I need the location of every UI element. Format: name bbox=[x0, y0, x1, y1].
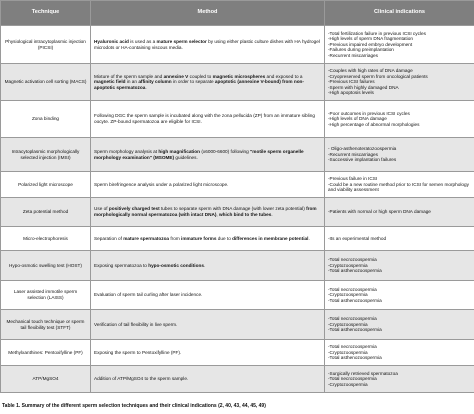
clinical-indication-item: -Failures during preimplantation bbox=[328, 47, 394, 53]
method-cell: Sperm birefringence analysis under a polarized light microscope. bbox=[91, 172, 325, 198]
clinical-indication-item: -Total asthenozoospermia bbox=[328, 355, 382, 361]
clinical-indication-item: -Total asthenozoospermia bbox=[328, 268, 382, 274]
clinical-indication-item: -High percentage of abnormal morphologies bbox=[328, 121, 420, 127]
method-cell: Exposing the sperm to Pentoxifylline (PF). bbox=[91, 340, 325, 366]
table-row bbox=[1, 227, 474, 251]
clinical-indication-item: -Cryptozoospermia bbox=[328, 349, 368, 355]
header-technique: Technique bbox=[1, 1, 91, 26]
clinical-indication-item: -Total fertilization failure in previous ICSI cycles bbox=[328, 30, 426, 36]
clinical-indication-item: -Poor outcomes in previous ICSI cycles bbox=[328, 110, 410, 116]
clinical-indication-item: - Oligo-asthenoteratozoospermia bbox=[328, 146, 397, 152]
clinical-indications-cell bbox=[325, 138, 474, 172]
table-row bbox=[1, 310, 474, 340]
technique-cell: Methylxanthines: Pentoxifylline (PF) bbox=[1, 340, 91, 366]
technique-cell: Zeta potential method bbox=[1, 198, 91, 227]
clinical-indication-item: -Surgically retrieved spermatozoa bbox=[328, 370, 398, 376]
clinical-indications-cell bbox=[325, 198, 474, 227]
technique-cell: Zona binding bbox=[1, 101, 91, 138]
table-row bbox=[1, 340, 474, 366]
method-cell: Addition of ATP/MgSO4 to the sperm sample. bbox=[91, 366, 325, 393]
clinical-indication-item: -High levels of DNA damage bbox=[328, 116, 387, 122]
clinical-indication-item: -Total necrozoospermia bbox=[328, 344, 377, 350]
clinical-indication-item: -High levels of sperm DNA fragmentation bbox=[328, 36, 413, 42]
clinical-indication-item: -Total asthenozoospermia bbox=[328, 327, 382, 333]
method-cell: Sperm morphology analysis at high magnification (x6000-6600) following "motile sperm organelle morphology examination" (MSOME) guidelines. bbox=[91, 138, 325, 172]
table-row bbox=[1, 251, 474, 281]
clinical-indication-item: -Patients with normal or high sperm DNA damage bbox=[328, 209, 431, 215]
method-cell: Following DGC the sperm sample is incubated along with the zona pellucida (ZP) from an immature sibling oocyte. ZP-bound spermatozoa are eligible for ICSI. bbox=[91, 101, 325, 138]
clinical-indication-item: -Previous failure in ICSI bbox=[328, 176, 378, 182]
header-method: Method bbox=[91, 1, 325, 26]
technique-cell: Hypo-osmotic swelling test (HOST) bbox=[1, 251, 91, 281]
clinical-indication-item: -Successive implantation failures bbox=[328, 157, 397, 163]
method-cell: Exposing spermatozoa to hypo-osmotic conditions. bbox=[91, 251, 325, 281]
clinical-indications-cell bbox=[325, 101, 474, 138]
clinical-indication-item: -Cryptozoospermia bbox=[328, 292, 368, 298]
method-cell: Evaluation of sperm tail curling after laser incidence. bbox=[91, 281, 325, 310]
technique-cell: Micro-electrophoresis bbox=[1, 227, 91, 251]
clinical-indication-item: -Total necrozoospermia bbox=[328, 257, 377, 263]
clinical-indications-cell bbox=[325, 340, 474, 366]
clinical-indication-item: -Its an experimental method bbox=[328, 235, 387, 241]
clinical-indications-cell bbox=[325, 64, 474, 101]
method-cell: Hyaluronic acid is used as a mature sperm selector by using either plastic culture dishes with HA hydrogel microdots or HA-containing viscous media. bbox=[91, 26, 325, 64]
method-cell: Separation of mature spermatozoa from immature forms due to differences in membrane potential. bbox=[91, 227, 325, 251]
clinical-indication-item: -High apoptosis levels bbox=[328, 90, 374, 96]
clinical-indication-item: -Recurrent miscarriages bbox=[328, 52, 379, 58]
table-row bbox=[1, 138, 474, 172]
technique-cell: ATP/MgSO4 bbox=[1, 366, 91, 393]
method-cell: Use of positively charged test tubes to separate sperm with DNA damage (with lower zeta potential) from morphologically normal spermatozoa (with intact DNA), which bind to the tubes. bbox=[91, 198, 325, 227]
method-cell: Verification of tail flexibility in live sperm. bbox=[91, 310, 325, 340]
clinical-indication-item: -Cryptozoospermia bbox=[328, 262, 368, 268]
table-row bbox=[1, 26, 474, 64]
clinical-indication-item: -Previous impaired embryo development bbox=[328, 41, 413, 47]
table-row bbox=[1, 281, 474, 310]
technique-cell: Intracytoplasmic morphologically selected injection (IMSI) bbox=[1, 138, 91, 172]
technique-cell: Polarized light microscope bbox=[1, 172, 91, 198]
clinical-indication-item: -Total asthenozoospermia bbox=[328, 297, 382, 303]
clinical-indication-item: -Cryptozoospermia bbox=[328, 381, 368, 387]
clinical-indications-cell bbox=[325, 366, 474, 393]
table-row bbox=[1, 101, 474, 138]
technique-cell: Mechanical touch technique or sperm tail flexibility test (STFT) bbox=[1, 310, 91, 340]
clinical-indications-cell bbox=[325, 281, 474, 310]
clinical-indications-cell bbox=[325, 310, 474, 340]
clinical-indication-item: -Cryptozoospermia bbox=[328, 321, 368, 327]
clinical-indications-cell bbox=[325, 227, 474, 251]
clinical-indication-item: -Total necrozoospermia bbox=[328, 316, 377, 322]
table-row bbox=[1, 64, 474, 101]
table-row bbox=[1, 366, 474, 393]
table-row bbox=[1, 172, 474, 198]
technique-cell: Magnetic activation cell sorting (MACS) bbox=[1, 64, 91, 101]
clinical-indication-item: -Could be a new routine method prior to ICSI for semen morphology and viability assessment bbox=[328, 181, 469, 193]
table-caption: Table 1. Summary of the different sperm selection techniques and their clinical indications (2, 40, 43, 44, 45, 49) bbox=[2, 403, 266, 409]
clinical-indication-item: -Sperm with highly damaged DNA bbox=[328, 84, 399, 90]
clinical-indication-item: -Previous ICSI failures bbox=[328, 79, 375, 85]
technique-cell: Physiological intracytoplasmic injection (PICSI) bbox=[1, 26, 91, 64]
method-cell: Mixture of the sperm sample and annexine V coupled to magnetic microspheres and exposed to a magnetic field in an affinity column in order to separate apoptotic (annexine V-bound) from non-apoptotic spermatozoa. bbox=[91, 64, 325, 101]
clinical-indication-item: -Cryopreserved sperm from oncological patients bbox=[328, 73, 428, 79]
clinical-indication-item: -Total necrozoospermia bbox=[328, 376, 377, 382]
clinical-indications-cell bbox=[325, 26, 474, 64]
table-header-row bbox=[1, 1, 474, 26]
clinical-indication-item: -Couples with high rates of DNA damage bbox=[328, 68, 413, 74]
table-row bbox=[1, 198, 474, 227]
clinical-indication-item: -Recurrent miscarriages bbox=[328, 151, 379, 157]
header-clinical-indications: Clinical indications bbox=[325, 1, 474, 26]
clinical-indication-item: -Total necrozoospermia bbox=[328, 286, 377, 292]
clinical-indications-cell bbox=[325, 172, 474, 198]
technique-cell: Laser assisted immotile sperm selection (LAISS) bbox=[1, 281, 91, 310]
clinical-indications-cell bbox=[325, 251, 474, 281]
